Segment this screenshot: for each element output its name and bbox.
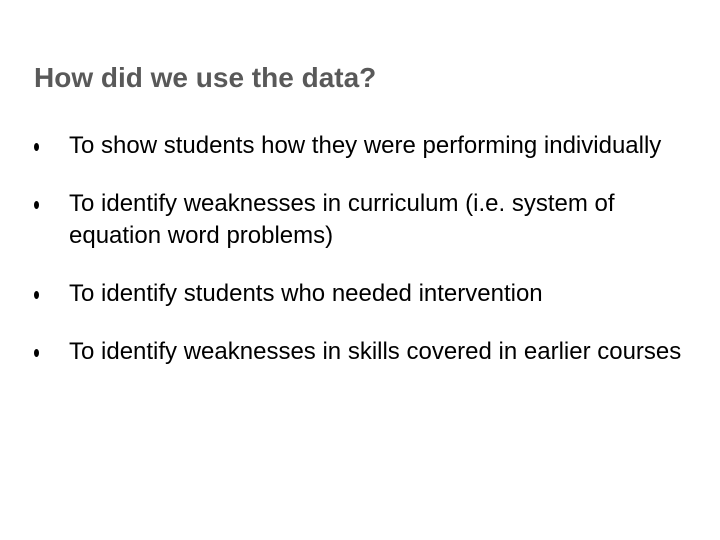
bullet-dot-icon bbox=[34, 143, 39, 151]
bullet-item bbox=[34, 278, 694, 310]
bullet-list bbox=[34, 130, 694, 394]
bullet-dot-icon bbox=[34, 201, 39, 209]
bullet-item bbox=[34, 336, 694, 368]
bullet-text: To identify students who needed intervention bbox=[69, 280, 543, 307]
bullet-item bbox=[34, 130, 694, 162]
bullet-item bbox=[34, 188, 694, 252]
bullet-dot-icon bbox=[34, 349, 39, 357]
bullet-text: To identify weaknesses in curriculum (i.e. system of equation word problems) bbox=[69, 190, 615, 249]
slide-title: How did we use the data? bbox=[34, 62, 377, 93]
bullet-dot-icon bbox=[34, 291, 39, 299]
bullet-text: To show students how they were performing individually bbox=[69, 132, 662, 159]
bullet-text: To identify weaknesses in skills covered in earlier courses bbox=[69, 338, 682, 365]
